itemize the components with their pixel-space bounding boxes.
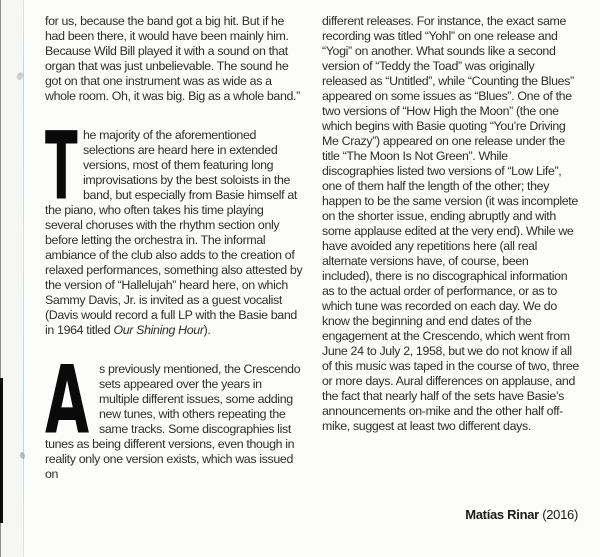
dropcap-a: A [45,345,89,455]
scan-edge-bar [0,378,3,523]
paragraph-releases: different releases. For instance, the exact same recording was titled “Yohl” on one release and “Yogi” on another. What sounds like a second version of “Teddy the Toad” was originally released as “Untitled”, while “Counting the Blues” appeared on some issues as “Blues”. One of the two versions of “How High the Moon” (the one which begins with Basie quoting “You’re Driving Me Crazy”) appeared on one release under the title “The Moon Is Not Green”. While discographies listed two versions of “Low Life”, one of them half the length of the other; they happen to be the same version (it was incomplete on the shorter issue, ending abruptly and with some applause edited at the very end). While we have avoided any repetitions here (all real alternate versions have, of course, been included), there is no discographical information as to the actual order of performance, or as to which tune was recorded on each day. We do know the beginning and end dates of the engagement at the Crescendo, which went from June 24 to July 2, 1958, but we do not know if all of this music was taped in the course of two, three or more days. Aural differences on applause, and the fact that nearly half of the sets have Basie’s announcements on-mike and the other half off-mike, suggest at least two different days. [322,14,579,433]
page-margin-strip [0,0,23,557]
paragraph-previously [45,345,304,482]
paragraph-majority-text: he majority of the aforementioned selections are heard here in extended versions, most of them featuring long improvisations by the best soloists in the band, but especially from Basie himself at the piano, who often takes his time playing several choruses with the rhythm section only before letting the orchestra in. The informal ambiance of the club also adds to the creation of relaxed performances, something also attested by the version of “Hallelujah” heard here, on which Sammy Davis, Jr. is invited as a guest vocalist (Davis would record a full LP with the Basie band in 1964 titled [45,128,303,337]
signature [465,507,578,522]
paragraph-majority-end: ). [203,323,211,337]
paragraph-quote-continuation: for us, because the band got a big hit. But if he had been there, it would have been mainly him. Because Wild Bill played it with a sound on that organ that was just unbelievable. The sound he got on that one instrument was as wide as a whole room. Oh, it was big. Big as a whole band.” [45,14,300,103]
paragraph-previously-text: s previously mentioned, the Crescendo sets appeared over the years in multiple different issues, some adding new tunes, with others repeating the same tracks. Some discographies list tunes as being different versions, even though in reality only one version exists, which was issued on [45,362,301,481]
dropcap-t: T [45,111,78,221]
signature-name: Matías Rinar [465,507,539,522]
page-fold-line [23,0,24,557]
album-title-italic: Our Shining Hour [113,323,204,337]
paragraph-majority [45,111,304,338]
left-column [45,14,304,482]
signature-year: (2016) [538,507,578,522]
right-column [322,14,579,434]
